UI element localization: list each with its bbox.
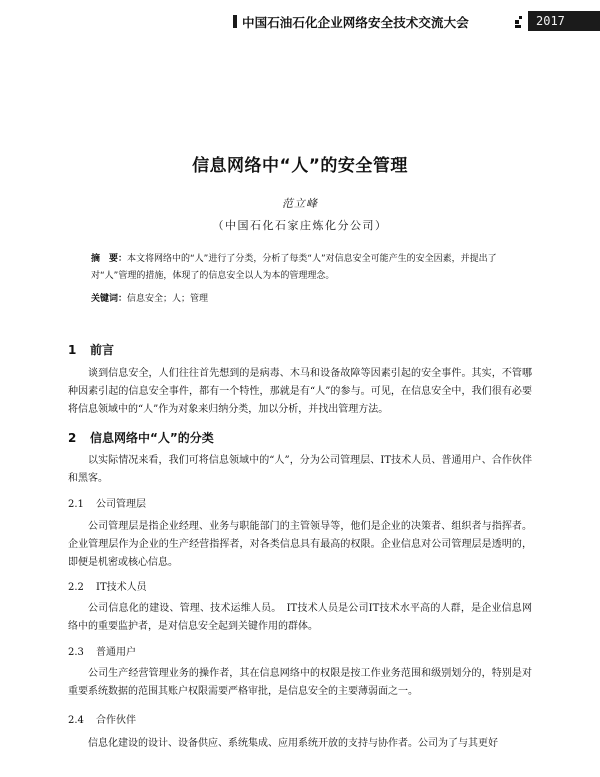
section-number: 2 <box>68 431 77 445</box>
section-number: 1 <box>68 343 77 357</box>
section-heading-1 <box>68 341 114 358</box>
header-square-mark <box>515 20 519 24</box>
header-square-mark <box>515 25 521 28</box>
abstract <box>91 251 531 285</box>
subsection-2-2-paragraph: 公司信息化的建设、管理、技术运维人员。 IT技术人员是公司IT技术水平高的人群，是企业信息网络中的重要监护者，是对信息安全起到关键作用的群体。 <box>68 603 532 632</box>
subsection-title: 公司管理层 <box>96 499 146 510</box>
subsection-title: 普通用户 <box>96 647 136 658</box>
header-bar-mark <box>233 15 237 28</box>
keywords <box>91 291 531 304</box>
subsection-number: 2.2 <box>68 582 84 593</box>
running-header <box>232 11 600 31</box>
keywords-text: 信息安全；人；管理 <box>127 294 209 304</box>
section-2-paragraph: 以实际情况来看，我们可将信息领域中的“人”，分为公司管理层、IT技术人员、普通用户、合作伙伴和黑客。 <box>68 455 532 484</box>
section-1-paragraph: 谈到信息安全，人们往往首先想到的是病毒、木马和设备故障等因素引起的安全事件。其实，不管哪种因素引起的信息安全事件，都有一个特性，那就是有“人”的参与。可见，在信息安全中，我们很有必要将信息领域中的“人”作为对象来归纳分类，加以分析，并找出管理方法。 <box>68 368 532 415</box>
subsection-number: 2.1 <box>68 499 84 510</box>
subsection-number: 2.3 <box>68 647 84 658</box>
conference-year: 2017 <box>528 11 600 31</box>
abstract-text: 本文将网络中的“人”进行了分类，分析了每类“人”对信息安全可能产生的安全因素，并提出了对“人”管理的措施，体现了的信息安全以人为本的管理理念。 <box>91 254 497 281</box>
subsection-title: 合作伙伴 <box>96 715 136 726</box>
author-name: 范立峰 <box>282 197 318 210</box>
conference-name: 中国石油石化企业网络安全技术交流大会 <box>242 15 469 30</box>
subsection-heading-2-4 <box>68 711 136 726</box>
subsection-2-3-paragraph: 公司生产经营管理业务的操作者，其在信息网络中的权限是按工作业务范围和级别划分的，特别是对重要系统数据的范围其账户权限需要严格审批，是信息安全的主要薄弱面之一。 <box>68 668 532 697</box>
abstract-label: 摘 要： <box>91 254 128 264</box>
section-title: 信息网络中“人”的分类 <box>90 431 214 445</box>
header-square-mark <box>519 16 522 19</box>
section-heading-2 <box>68 429 214 446</box>
subsection-heading-2-2 <box>68 578 147 593</box>
subsection-heading-2-3 <box>68 643 136 658</box>
subsection-2-4-paragraph: 信息化建设的设计、设备供应、系统集成、应用系统开放的支持与协作者。公司为了与其更好 <box>88 738 498 749</box>
subsection-heading-2-1 <box>68 495 146 510</box>
section-title: 前言 <box>90 343 115 357</box>
subsection-2-1-paragraph: 公司管理层是指企业经理、业务与职能部门的主管领导等，他们是企业的决策者、组织者与指挥者。企业管理层作为企业的生产经营指挥者，对各类信息具有最高的权限。企业信息对公司管理层是透明的，即便是机密或核心信息。 <box>68 521 532 568</box>
subsection-number: 2.4 <box>68 715 84 726</box>
keywords-label: 关键词： <box>91 294 128 304</box>
author-affiliation: （中国石化石家庄炼化分公司） <box>212 219 388 232</box>
subsection-title: IT技术人员 <box>96 582 147 593</box>
paper-title: 信息网络中“人”的安全管理 <box>192 156 408 176</box>
